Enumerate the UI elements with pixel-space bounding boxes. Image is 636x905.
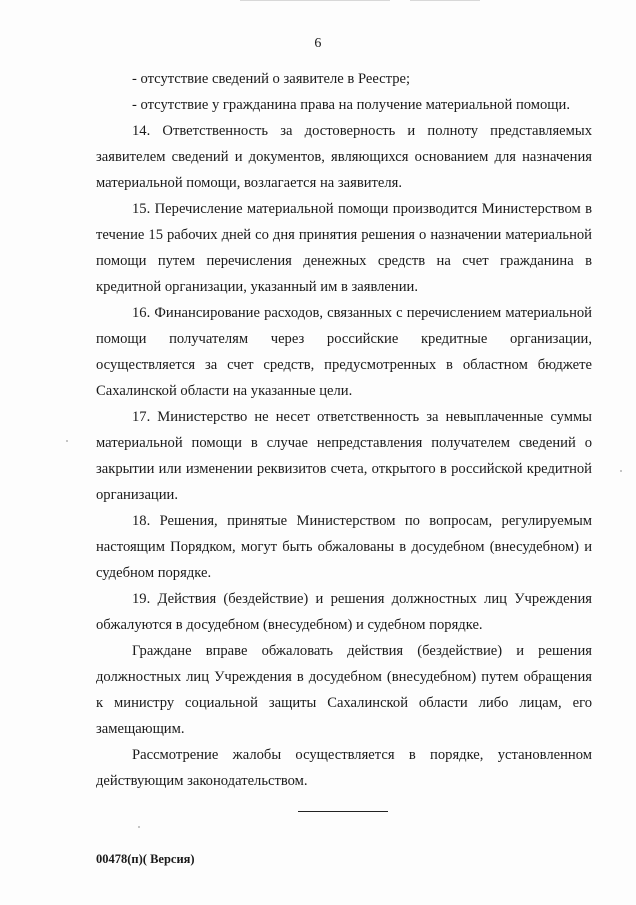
scan-speck <box>620 470 622 472</box>
scan-edge-mark <box>240 0 390 1</box>
clause-17: 17. Министерство не несет ответственность за невыплаченные суммы материальной помощи в случае непредставления получателем сведений о закрытии или изменении реквизитов счета, открытого в российской кредитной организации. <box>96 409 592 503</box>
scan-speck <box>66 440 68 442</box>
clause-14: 14. Ответственность за достоверность и полноту представляемых заявителем сведений и документов, являющихся основанием для назначения материальной помощи, возлагается на заявителя. <box>96 123 592 191</box>
appeal-paragraph: Граждане вправе обжаловать действия (бездействие) и решения должностных лиц Учреждения в досудебном (внесудебном) путем обращения к министру социальной защиты Сахалинской области либо лицам, его замещающим. <box>96 643 592 737</box>
list-item-no-right-to-aid: - отсутствие у гражданина права на получение материальной помощи. <box>132 97 570 113</box>
page-number: 6 <box>314 36 322 51</box>
footer-document-code: 00478(п)( Версия) <box>96 852 195 866</box>
clause-18: 18. Решения, принятые Министерством по вопросам, регулируемым настоящим Порядком, могут быть обжалованы в досудебном (внесудебном) и судебном порядке. <box>96 513 592 581</box>
clause-19: 19. Действия (бездействие) и решения должностных лиц Учреждения обжалуются в досудебном (внесудебном) и судебном порядке. <box>96 591 592 633</box>
list-item-missing-registry-info: - отсутствие сведений о заявителе в Реестре; <box>132 71 411 87</box>
closing-rule <box>298 811 388 812</box>
clause-15: 15. Перечисление материальной помощи производится Министерством в течение 15 рабочих дней со дня принятия решения о назначении материальной помощи путем перечисления денежных средств на счет гражданина в кредитной организации, указанный им в заявлении. <box>96 201 592 295</box>
scan-edge-mark <box>410 0 480 1</box>
scan-speck <box>138 826 140 828</box>
document-body <box>96 66 592 794</box>
clause-16: 16. Финансирование расходов, связанных с перечислением материальной помощи получателям через российские кредитные организации, осуществляется за счет средств, предусмотренных в областном бюджете Сахалинской области на указанные цели. <box>96 305 592 399</box>
complaint-review-paragraph: Рассмотрение жалобы осуществляется в порядке, установленном действующим законодательством. <box>96 747 592 789</box>
